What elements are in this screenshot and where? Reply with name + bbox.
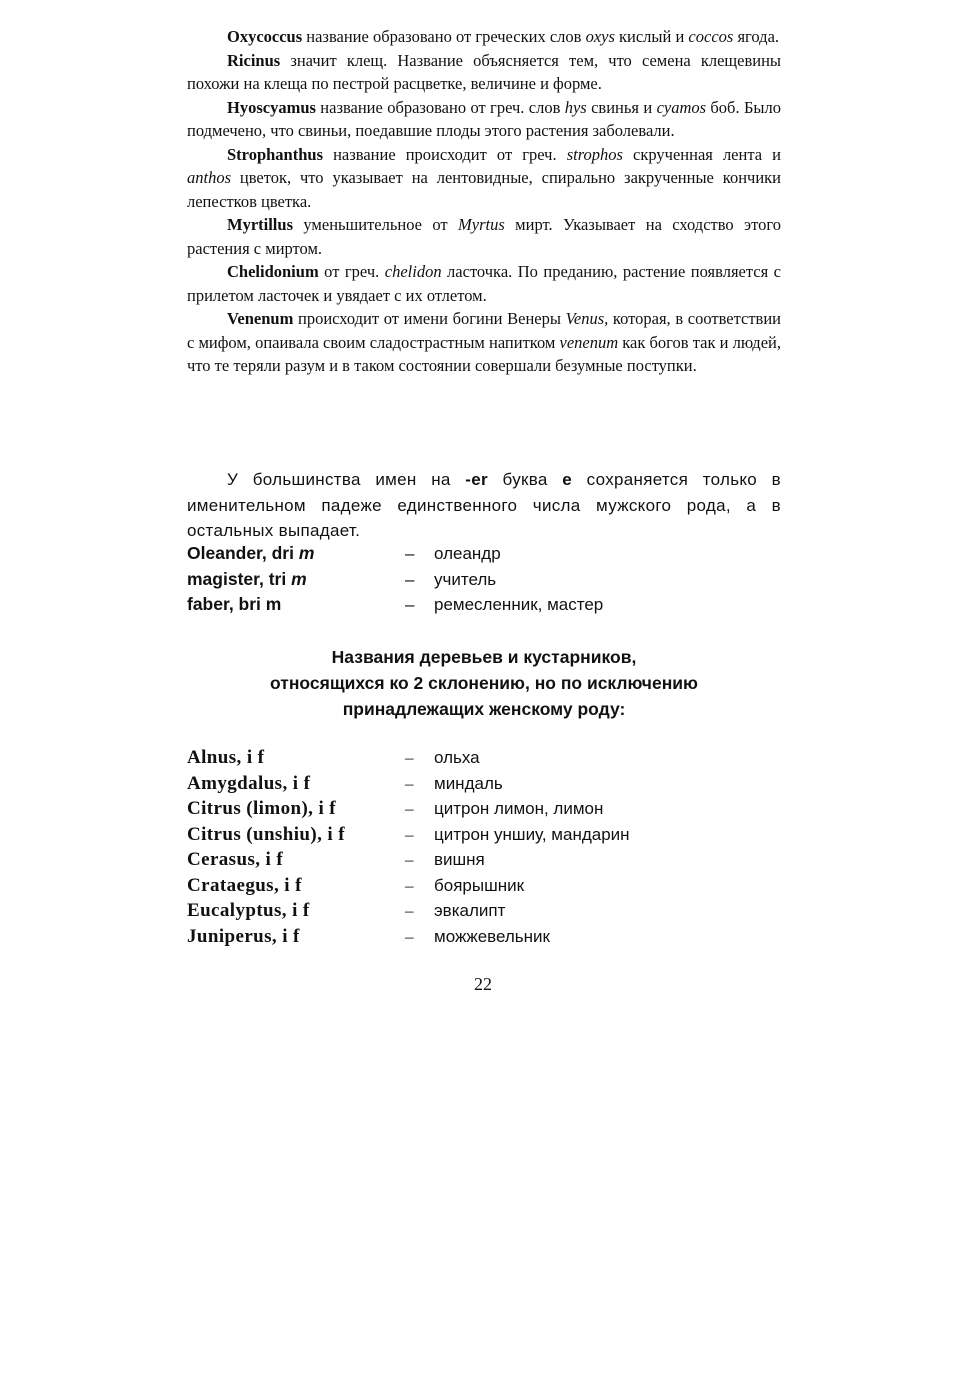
etymology-term: Strophanthus — [227, 144, 323, 164]
etymology-section — [187, 25, 781, 378]
etymology-text: название образовано от греческих слов — [302, 27, 586, 46]
etymology-text: от греч. — [318, 262, 385, 281]
heading-line: принадлежащих женскому роду: — [342, 699, 626, 719]
page-number: 22 — [474, 974, 492, 994]
etymology-text: боб. Было подмечено, что свиньи, поедавшие плоды этого растения заболевали. — [187, 97, 781, 140]
vocab-translation: цитрон лимон, лимон — [434, 799, 604, 818]
vocab-term: Amygdalus, i f — [187, 772, 311, 794]
rule-letter: е — [562, 470, 573, 489]
gender-marker: m — [291, 568, 307, 589]
vocab-translation: эвкалипт — [434, 901, 506, 920]
etymology-text: цветок, что указывает на лентовидные, спирально закрученные кончики лепестков цветка. — [187, 168, 781, 211]
heading-line: Названия деревьев и кустарников, — [331, 647, 637, 667]
vocab-row — [187, 924, 787, 950]
dash: – — [405, 875, 414, 895]
etymology-term: Chelidonium — [227, 262, 319, 281]
vocab-translation: вишня — [434, 850, 485, 869]
etymology-term: Venenum — [227, 309, 294, 328]
vocab-translation: можжевельник — [434, 926, 550, 946]
etymology-text: значит клещ. Название объясняется тем, что семена клещевины похожи на клеща по пестрой расцветке, величине и форме. — [187, 50, 781, 93]
rule-text: У большинства имен на — [227, 470, 466, 489]
vocab-term — [187, 541, 314, 567]
term-stem: faber, bri — [187, 594, 266, 614]
vocab-term: Eucalyptus, i f — [187, 900, 310, 921]
vocab-translation: миндаль — [434, 773, 503, 793]
etymology-term: Myrtillus — [227, 215, 293, 234]
rule-suffix: -er — [465, 470, 488, 489]
vocab-term: Juniperus, i f — [187, 925, 300, 947]
vocab-row — [187, 873, 787, 899]
vocab-term: Alnus, i f — [187, 747, 265, 768]
dash: – — [405, 748, 414, 767]
heading-line: относящихся ко 2 склонению, но по исключению — [270, 673, 698, 693]
etymology-text: уменьшительное от — [293, 215, 459, 234]
rule-text: буква — [487, 470, 563, 489]
vocab-translation: ремесленник, мастер — [434, 595, 604, 614]
vocab-translation: боярышник — [434, 875, 525, 895]
vocab-term: Citrus (limon), i f — [187, 798, 337, 819]
rule-text: сохраняется только в именительном падеже единственного числа мужского рода, а в остальных выпадает. — [187, 470, 781, 540]
vocab-row — [187, 541, 787, 567]
etymology-text: название образовано от греч. слов — [315, 97, 565, 117]
vocab-row — [187, 567, 787, 593]
declension-rule — [187, 467, 781, 544]
vocab-term: Citrus (unshiu), i f — [187, 823, 345, 845]
dash: – — [405, 569, 415, 589]
rule-paragraph — [187, 467, 781, 544]
etymology-greek-word: hys — [564, 97, 587, 117]
vocab-translation: цитрон уншиу, мандарин — [434, 824, 630, 844]
etymology-latin-word: Myrtus — [458, 215, 505, 234]
etymology-latin-word: venenum — [559, 332, 619, 352]
vocab-row — [187, 771, 787, 797]
etymology-term: Oxycoccus — [227, 27, 303, 46]
etymology-greek-word: anthos — [187, 168, 232, 187]
vocab-row — [187, 592, 787, 618]
etymology-entry — [187, 143, 781, 214]
etymology-text: название происходит от греч. — [323, 144, 567, 164]
dash: – — [405, 799, 414, 818]
etymology-entry — [187, 260, 781, 307]
etymology-term: Hyoscyamus — [227, 97, 316, 117]
vocab-translation: учитель — [434, 569, 497, 589]
etymology-greek-word: coccos — [688, 27, 734, 46]
dash: – — [405, 824, 414, 844]
vocab-translation: ольха — [434, 748, 480, 767]
vocab-term — [187, 592, 281, 618]
etymology-entry — [187, 213, 781, 260]
etymology-greek-word: cyamos — [656, 97, 707, 117]
etymology-latin-word: Venus, — [565, 309, 609, 328]
etymology-text: происходит от имени богини Венеры — [293, 309, 566, 328]
etymology-entry — [187, 96, 781, 143]
etymology-greek-word: chelidon — [384, 262, 442, 281]
vocab-row — [187, 898, 787, 924]
gender-marker: m — [298, 543, 315, 563]
etymology-text: скрученная лента и — [622, 144, 781, 164]
dash: – — [405, 850, 414, 869]
etymology-text: кислый и — [614, 27, 689, 46]
vocab-row — [187, 745, 787, 771]
vocab-term: Cerasus, i f — [187, 849, 284, 870]
dash: – — [405, 926, 414, 946]
etymology-greek-word: oxys — [585, 27, 615, 46]
etymology-greek-word: strophos — [566, 144, 623, 164]
vocab-translation: олеандр — [434, 544, 501, 563]
etymology-entry — [187, 49, 781, 96]
section-heading — [187, 644, 781, 722]
etymology-text: ягода. — [733, 27, 780, 46]
etymology-text: которая, в соответствии с мифом, опаивала своим сладострастным напитком — [187, 309, 781, 352]
vocab-row — [187, 847, 787, 873]
term-stem: magister, tri — [187, 568, 292, 589]
vocab-row — [187, 796, 787, 822]
vocab-row — [187, 822, 787, 848]
dash: – — [405, 595, 415, 614]
etymology-text: ласточка. По преданию, растение появляется с прилетом ласточек и увядает с их отлетом. — [187, 262, 781, 305]
etymology-term: Ricinus — [227, 50, 281, 70]
vocab-term — [187, 567, 307, 593]
etymology-entry — [187, 25, 781, 49]
etymology-text: мирт. Указывает на сходство этого растения с миртом. — [187, 215, 781, 258]
er-word-list — [187, 541, 787, 618]
etymology-text: свинья и — [586, 97, 657, 117]
vocab-term: Crataegus, i f — [187, 874, 302, 896]
dash: – — [405, 773, 414, 793]
etymology-entry — [187, 307, 781, 378]
gender-marker: m — [265, 594, 282, 614]
term-stem: Oleander, dri — [187, 543, 299, 563]
tree-word-list — [187, 745, 787, 949]
dash: – — [405, 544, 415, 563]
dash: – — [405, 901, 414, 920]
etymology-text: как богов так и людей, что те теряли разум и в таком состоянии совершали безумные поступки. — [187, 332, 781, 375]
